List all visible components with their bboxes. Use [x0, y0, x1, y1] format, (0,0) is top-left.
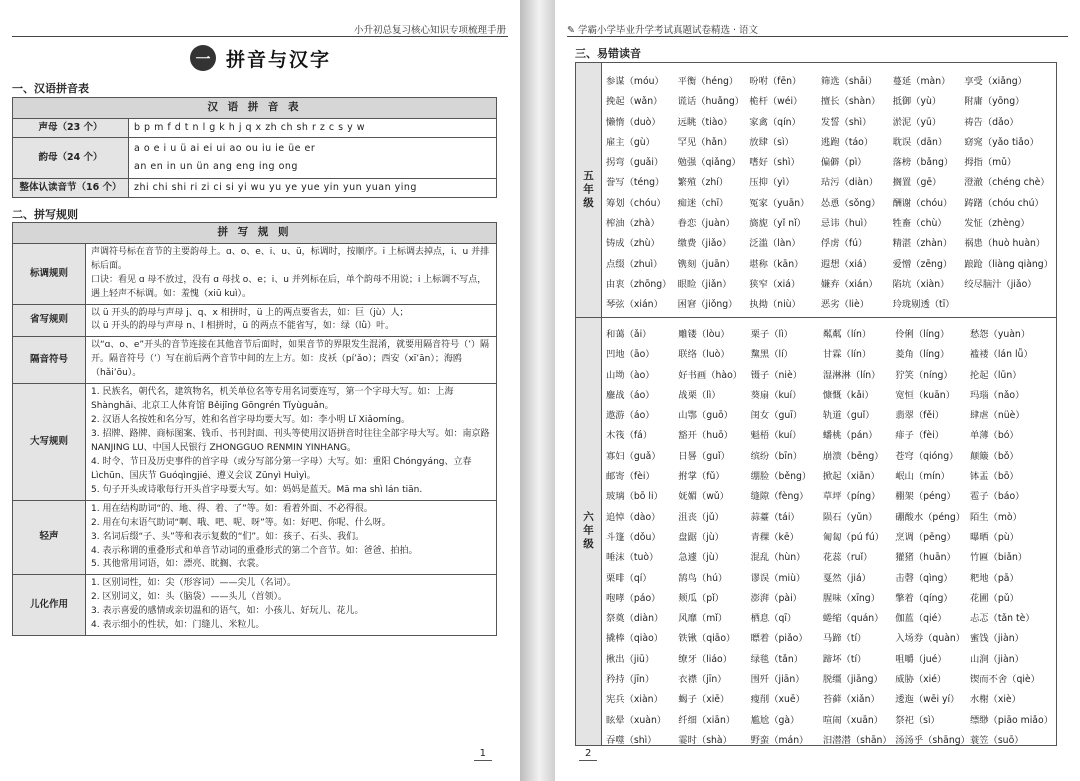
- finals-line-1: a o e i u ü ai ei ui ao ou iu ie üe er: [134, 143, 316, 154]
- word-entry: 栖息（qī）: [750, 613, 797, 625]
- rule-label-tone: 标调规则: [13, 243, 86, 304]
- word-entry: 愁怨（yuàn）: [969, 329, 1031, 340]
- word-entry: 蟠桃（pán）: [822, 430, 878, 442]
- rule-line: 2. 区别词义，如：头（脑袋）——头儿（首领）。: [91, 592, 287, 603]
- word-entry: 玷污（diàn）: [820, 177, 879, 189]
- word-entry: 澄澈（chéng chè）: [964, 177, 1050, 189]
- word-entry: 瘦削（xuē）: [750, 694, 805, 706]
- word-entry: 祸患（huò huàn）: [964, 238, 1046, 250]
- pinyin-table: [12, 97, 497, 198]
- word-entry: 硼酸水（péng）: [895, 511, 966, 523]
- rule-line: 3. 名词后缀“子、头”等和表示复数的“们”。如：孩子、石头、我们。: [91, 531, 365, 542]
- word-entry: 咆哮（páo）: [606, 592, 661, 604]
- word-entry: 棚架（péng）: [895, 491, 956, 503]
- word-entry: 闺女（guī）: [750, 410, 803, 422]
- word-entry: 宽恒（kuān）: [895, 389, 956, 401]
- word-entry: 栗啡（qí）: [606, 572, 652, 584]
- word-entry: 放肆（sì）: [749, 136, 794, 148]
- word-entry: 汤汤乎（shāng）: [895, 734, 970, 746]
- word-entry: 痴迷（chī）: [677, 197, 729, 209]
- word-entry: 缤纷（bīn）: [750, 450, 803, 462]
- word-entry: 抵御（yù）: [892, 96, 942, 108]
- word-entry: 和蔼（ǎi）: [606, 329, 652, 340]
- word-entry: 参谋（móu）: [606, 76, 664, 87]
- word-entry: 急遽（jù）: [678, 552, 724, 564]
- book-gutter: [520, 0, 555, 781]
- section-title-pinyin-table: 一、汉语拼音表: [12, 82, 89, 95]
- word-entry: 蹄坏（tí）: [822, 653, 867, 665]
- word-entry: 绷脸（běng）: [750, 471, 812, 483]
- word-entry: 汨潜潜（shān）: [822, 734, 892, 746]
- word-entry: 缝隙（fèng）: [750, 491, 809, 503]
- word-entry: 淤泥（yū）: [892, 116, 942, 128]
- word-entry: 镊子（niè）: [750, 369, 802, 381]
- rule-line: 2. 用在句末语气助词“啊、哦、吧、呢、呀”等。如：好吧、你呢、什么呀。: [91, 517, 391, 528]
- word-entry: 日晷（guǐ）: [678, 450, 730, 462]
- word-entry: 祷告（dǎo）: [964, 116, 1019, 128]
- word-entry: 单薄（bó）: [969, 430, 1019, 442]
- finals-list: [129, 138, 497, 179]
- word-entry: 轨道（guǐ）: [822, 410, 875, 422]
- word-entry: 咀嚼（jué）: [895, 653, 947, 665]
- finals-line-2: an en in un ün ang eng ing ong: [134, 161, 298, 173]
- word-entry: 岷山（mín）: [895, 471, 950, 483]
- word-entry: 俘虏（fú）: [820, 238, 868, 250]
- word-entry: 恶劣（liè）: [820, 299, 869, 311]
- word-entry: 鏖战（áo）: [606, 389, 655, 401]
- word-entry: 镌刻（juān）: [677, 258, 735, 270]
- word-entry: 发誓（shì）: [820, 116, 872, 128]
- word-entry: 逃跑（táo）: [820, 136, 874, 148]
- grade6-label: 六年级: [582, 511, 594, 552]
- word-entry: 窈窕（yǎo tiǎo）: [964, 136, 1039, 148]
- initials-list: b p m f d t n l g k h j q x zh ch sh r z c s y w: [129, 118, 497, 137]
- word-entry: 矜持（jīn）: [606, 674, 655, 686]
- table-row: [13, 575, 497, 636]
- table-row: [13, 243, 497, 304]
- word-entry: 踌躇（chóu chú）: [964, 197, 1044, 209]
- word-entry: 压抑（yì）: [749, 177, 795, 189]
- rule-content-capitalization: [86, 384, 497, 501]
- word-entry: 懒惰（duò）: [606, 116, 661, 128]
- word-entry: 铸成（zhù）: [606, 238, 660, 250]
- running-head-right-text: 学霸小学毕业升学考试真题试卷精选 · 语文: [577, 25, 759, 36]
- word-entry: 眩晕（xuàn）: [606, 714, 667, 726]
- word-entry: 击磬（qìng）: [895, 572, 953, 584]
- word-entry: 揪出（jiū）: [606, 653, 655, 665]
- left-page: [0, 0, 520, 781]
- word-entry: 擎着（qíng）: [895, 592, 953, 604]
- rule-content-omission: [86, 304, 497, 337]
- word-entry: 嫌弃（xián）: [820, 278, 878, 290]
- grade5-label-cell: [576, 63, 602, 317]
- word-entry: 雇主（gù）: [606, 136, 655, 148]
- word-entry: 掀起（xiān）: [822, 471, 880, 483]
- word-entry: 玲珑剔透（tī）: [892, 299, 955, 311]
- word-entry: 泛滥（làn）: [749, 238, 801, 250]
- grade5-word-grid: [606, 72, 1053, 316]
- word-entry: 吩咐（fēn）: [749, 76, 802, 87]
- word-entry: 雕镂（lòu）: [678, 329, 730, 340]
- chapter-title: 拼音与汉字: [226, 48, 332, 71]
- word-entry: 寡妇（guǎ）: [606, 450, 661, 462]
- word-entry: 水榭（xiè）: [969, 694, 1021, 706]
- word-entry: 缥缈（piāo miǎo）: [969, 714, 1053, 726]
- word-entry: 翡翠（fěi）: [895, 410, 944, 422]
- word-entry: 马蹄（tí）: [822, 633, 867, 645]
- word-entry: 唾沫（tuò）: [606, 552, 659, 564]
- word-entry: 缭牙（liáo）: [678, 653, 733, 665]
- word-entry: 凹地（āo）: [606, 349, 655, 361]
- word-entry: 勉强（qiǎng）: [677, 157, 741, 169]
- rule-content-erhua: [86, 575, 497, 636]
- word-entry: 忌讳（huì）: [820, 218, 873, 230]
- word-entry: 蝎子（xiē）: [678, 694, 730, 706]
- word-entry: 盘踞（jù）: [678, 531, 724, 543]
- page-number-left: 1: [474, 748, 492, 761]
- word-entry: 伽蓝（qié）: [895, 613, 947, 625]
- word-entry: 耽误（dān）: [892, 136, 948, 148]
- word-entry: 曝晒（pù）: [969, 531, 1019, 543]
- whole-syllables-list: zhi chi shi ri zi ci si yi wu yu ye yue yin yun yuan ying: [129, 179, 497, 198]
- word-entry: 联络（luò）: [678, 349, 730, 361]
- word-entry: 繁殖（zhí）: [677, 177, 729, 189]
- word-entry: 誊写（téng）: [606, 177, 665, 189]
- word-entry: 玻璃（bō li）: [606, 491, 663, 503]
- table-row: [13, 384, 497, 501]
- rule-line: 4. 时令、节日及历史事件的首字母（或分写部分第一字母）大写。如：重阳 Chóngyáng、立春 Lìchūn、国庆节 Guóqìngjié、遵义会议 Zūnyì Huìyì。: [91, 456, 472, 481]
- word-entry: 精湛（zhàn）: [892, 238, 953, 250]
- word-entry: 青稞（kē）: [750, 531, 799, 543]
- word-entry: 慷慨（kǎi）: [822, 389, 874, 401]
- word-entry: 发怔（zhèng）: [964, 218, 1030, 230]
- word-entry: 妩媚（wǔ）: [678, 491, 729, 503]
- word-entry: 衣襟（jīn）: [678, 674, 727, 686]
- word-entry: 山鄂（guō）: [678, 410, 733, 422]
- rule-line: 2. 汉语人名按姓和名分写，姓和名首字母均要大写。如：李小明 Lǐ Xiǎomíng。: [91, 415, 411, 426]
- word-entry: 山涧（jiàn）: [969, 653, 1024, 665]
- word-entry: 筛选（shāi）: [820, 76, 878, 87]
- word-entry: 谬误（miù）: [750, 572, 806, 584]
- pinyin-table-caption: 汉 语 拼 音 表: [13, 98, 497, 119]
- word-entry: 追悼（dào）: [606, 511, 661, 523]
- word-entry: 踉跄（liàng qiàng）: [964, 258, 1053, 270]
- right-page: [555, 0, 1080, 781]
- rule-label-capitalization: 大写规则: [13, 384, 86, 501]
- word-entry: 酬谢（chóu）: [892, 197, 953, 209]
- word-entry: 褴褛（lán lǚ）: [969, 349, 1033, 361]
- word-entry: 葵扇（kuí）: [750, 389, 802, 401]
- word-entry: 威胁（xié）: [895, 674, 947, 686]
- rule-line: 1. 区别词性，如：尖（形容词）——尖儿（名词）。: [91, 578, 296, 589]
- rule-label-erhua: 儿化作用: [13, 575, 86, 636]
- word-entry: 遨游（áo）: [606, 410, 655, 422]
- rule-line: 以 ü 开头的韵母与声母 j、q、x 相拼时，ü 上的两点要省去，如：巨（jù）人；: [91, 307, 409, 318]
- row-label-initials: 声母（23 个）: [13, 118, 129, 137]
- rule-line: 4. 表示称谓的重叠形式和单音节动词的重叠形式的第二个音节。如：爸爸、拍拍。: [91, 545, 418, 556]
- section-title-misread: 三、易错读音: [575, 47, 641, 60]
- word-entry: 执拗（niù）: [749, 299, 801, 311]
- word-entry: 吞噬（shì）: [606, 734, 657, 746]
- word-entry: 脱缰（jiāng）: [822, 674, 883, 686]
- word-entry: 擅长（shàn）: [820, 96, 881, 108]
- rule-line: 3. 招牌、路牌、商标图案、钱币、书刊封面、刊头等使用汉语拼音时往往全部字母大写。如：南京路 NANJING LU、中国人民银行 ZHONGGUO RENMIN YINHANG。: [91, 429, 490, 453]
- word-entry: 挽起（wǎn）: [606, 96, 663, 108]
- word-entry: 腥味（xīng）: [822, 592, 880, 604]
- rule-line: 5. 句子开头或诗歌每行开头首字母要大写。如：妈妈是蓝天。Mā ma shì lán tiān.: [91, 484, 423, 495]
- word-entry: 撬棒（qiào）: [606, 633, 664, 645]
- word-entry: 榨油（zhà）: [606, 218, 660, 230]
- word-entry: 崩溃（bēng）: [822, 450, 884, 462]
- word-entry: 霎时（shà）: [678, 734, 732, 746]
- word-entry: 蔓延（màn）: [892, 76, 951, 87]
- grade6-word-grid: [606, 325, 1053, 751]
- word-entry: 混乱（hùn）: [750, 552, 806, 564]
- word-entry: 绞尽脑汁（jiǎo）: [964, 278, 1037, 290]
- header-rule: [12, 36, 508, 37]
- word-entry: 匍匐（pú fú）: [822, 531, 885, 543]
- word-entry: 冤家（yuān）: [749, 197, 810, 209]
- word-entry: 风靡（mǐ）: [678, 613, 728, 625]
- word-entry: 豁开（huō）: [678, 430, 733, 442]
- word-entry: 黧黑（lí）: [750, 349, 793, 361]
- word-entry: 绿毯（tǎn）: [750, 653, 804, 665]
- word-entry: 远眺（tiào）: [677, 116, 733, 128]
- grade6-label-cell: [576, 318, 602, 745]
- word-entry: 偏僻（pì）: [820, 157, 867, 169]
- word-entry: 瞟着（piǎo）: [750, 633, 808, 645]
- word-entry: 遐想（xiá）: [820, 258, 872, 270]
- word-entry: 嗜好（shì）: [749, 157, 800, 169]
- rule-line: 1. 民族名，朝代名，建筑物名，机关单位名等专用名词要连写，第一个字母大写。如：上海 Shànghǎi、北京工人体育馆 Běijīng Gōngrén Tǐyùguǎn。: [91, 387, 454, 412]
- word-entry: 栗子（lì）: [750, 329, 793, 340]
- word-entry: 由衷（zhōng）: [606, 278, 672, 290]
- rule-line: 以“ɑ、o、e”开头的音节连接在其他音节后面时，如果音节的界限发生混淆，就要用隔音符号（’）隔开。隔音符号（’）写在前后两个音节中间的左上方。如：皮袄（pí’ǎo）；西安（xī’ān）；海鸥（hǎi’ōu）。: [91, 340, 489, 379]
- word-entry: [964, 295, 1053, 315]
- word-entry: 蜜饯（jiàn）: [969, 633, 1024, 645]
- running-head-left: 小升初总复习核心知识专项梳理手册: [353, 25, 506, 36]
- word-entry: 拊掌（fǔ）: [678, 471, 725, 483]
- table-row: [13, 118, 497, 137]
- word-entry: 痱子（fèi）: [895, 430, 944, 442]
- rule-line: 口诀：看见 ɑ 母不放过，没有 ɑ 母找 o、e；i、u 并列标在后，单个韵母不用说；i 上标调不写点，遇上轻声不标调。如：羞愧（xiū kuì）。: [91, 274, 487, 299]
- rule-line: 3. 表示喜爱的感情或亲切温和的语气，如：小孩儿、好玩儿、花儿。: [91, 606, 364, 617]
- word-entry: 狞笑（níng）: [895, 369, 953, 381]
- word-entry: 甘霖（lín）: [822, 349, 872, 361]
- word-entry: 苔藓（xiǎn）: [822, 694, 880, 706]
- table-row: [13, 500, 497, 575]
- word-entry: 罕见（hǎn）: [677, 136, 733, 148]
- word-entry: 缴费（jiǎo）: [677, 238, 732, 250]
- word-entry: 尴尬（gà）: [750, 714, 800, 726]
- word-entry: 澎湃（pài）: [750, 592, 802, 604]
- word-entry: 谎话（huǎng）: [677, 96, 745, 108]
- word-entry: 怂恿（sǒng）: [820, 197, 881, 209]
- word-entry: 粼粼（lín）: [822, 329, 872, 340]
- word-entry: 拐弯（guǎi）: [606, 157, 664, 169]
- table-row: [13, 304, 497, 337]
- word-entry: 宪兵（xiàn）: [606, 694, 663, 706]
- rule-line: 以 ü 开头的韵母与声母 n、l 相拼时，ü 的两点不能省写，如：绿（lǜ）叶。: [91, 321, 395, 332]
- rule-content-apostrophe: [86, 337, 497, 384]
- word-entry: 陨石（yǔn）: [822, 511, 878, 523]
- word-entry: 魁梧（kuí）: [750, 430, 802, 442]
- word-entry: 竹匾（biǎn）: [969, 552, 1028, 564]
- word-entry: 钵盂（bō）: [969, 471, 1019, 483]
- table-row: [13, 179, 497, 198]
- page-number-right: 2: [579, 748, 597, 761]
- word-entry: 蜷缩（quán）: [822, 613, 884, 625]
- running-head-right: ✎ 学霸小学毕业升学考试真题试卷精选 · 语文: [567, 25, 759, 36]
- word-entry: 桅杆（wéi）: [749, 96, 803, 108]
- word-entry: 享受（xiǎng）: [964, 76, 1027, 87]
- word-entry: 搁置（gē）: [892, 177, 942, 189]
- word-entry: 陷坑（xiàn）: [892, 278, 950, 290]
- chapter-number-badge: 一: [190, 45, 216, 71]
- word-entry: 围歼（jiān）: [750, 674, 805, 686]
- grade-separator: [576, 317, 1056, 318]
- word-entry: 狭窄（xiá）: [749, 278, 801, 290]
- word-entry: 菱角（líng）: [895, 349, 950, 361]
- word-entry: 堪称（kān）: [749, 258, 804, 270]
- word-entry: 獾猪（huān）: [895, 552, 956, 564]
- word-entry: 点缀（zhuì）: [606, 258, 663, 270]
- word-entry: 山坳（ào）: [606, 369, 655, 381]
- word-entry: 花蕊（ruǐ）: [822, 552, 873, 564]
- word-entry: 家禽（qín）: [749, 116, 801, 128]
- word-entry: 喧闹（xuān）: [822, 714, 884, 726]
- word-entry: 附庸（yōng）: [964, 96, 1025, 108]
- word-entry: 困窘（jiǒng）: [677, 299, 738, 311]
- word-entry: 伶俐（líng）: [895, 329, 950, 340]
- word-entry: 蒜薹（tái）: [750, 511, 800, 523]
- rule-line: 声调符号标在音节的主要韵母上。ɑ、o、e、i、u、ü，标调时，按顺序。i 上标调去掉点，i、u 并排标后面。: [91, 246, 490, 271]
- word-entry: 锲而不舍（qiè）: [969, 674, 1040, 686]
- rule-label-apostrophe: 隔音符号: [13, 337, 86, 384]
- word-entry: 旖旎（yǐ nǐ）: [749, 218, 806, 230]
- word-entry: 祭奠（diàn）: [606, 613, 664, 625]
- spelling-rules-table: [12, 222, 497, 636]
- word-entry: 野蛮（mán）: [750, 734, 809, 746]
- word-entry: 落榜（bǎng）: [892, 157, 954, 169]
- word-entry: 花圃（pǔ）: [969, 592, 1019, 604]
- word-entry: 陌生（mò）: [969, 511, 1022, 523]
- word-entry: 邮寄（fèi）: [606, 471, 655, 483]
- word-entry: 平衡（héng）: [677, 76, 739, 87]
- word-entry: 拇指（mǔ）: [964, 157, 1017, 169]
- word-entry: 颊瓜（pǐ）: [678, 592, 724, 604]
- word-entry: 逶迤（wēi yí）: [895, 694, 960, 706]
- word-entry: 筹划（chóu）: [606, 197, 666, 209]
- word-entry: 玛瑙（nǎo）: [969, 389, 1025, 401]
- rule-line: 4. 表示细小的性状，如：门缝儿、米粒儿。: [91, 620, 265, 631]
- table-row: [13, 337, 497, 384]
- word-entry: 雹子（báo）: [969, 491, 1025, 503]
- grade5-label: 五年级: [582, 169, 594, 211]
- word-entry: 牲畜（chù）: [892, 218, 947, 230]
- rule-line: 1. 用在结构助词“的、地、得、着、了”等。如：看着外面、不必得很。: [91, 503, 373, 514]
- rule-line: 5. 其他常用词语，如：漂亮、眈搁、衣裳。: [91, 559, 265, 570]
- word-entry: 抡起（lūn）: [969, 369, 1022, 381]
- rule-label-neutral-tone: 轻声: [13, 500, 86, 575]
- word-entry: 烹调（pēng）: [895, 531, 956, 543]
- word-entry: 木筏（fá）: [606, 430, 653, 442]
- chapter-heading: [190, 44, 331, 72]
- rule-label-omission: 省写规则: [13, 304, 86, 337]
- word-entry: 祭祀（sì）: [895, 714, 940, 726]
- word-entry: 琴弦（xián）: [606, 299, 663, 311]
- word-entry: 沮丧（jǔ）: [678, 511, 724, 523]
- rules-table-caption: 拼 写 规 则: [13, 223, 497, 244]
- word-entry: 忐忑（tǎn tè）: [969, 613, 1035, 625]
- word-entry: 好书画（hào）: [678, 369, 743, 381]
- rule-content-tone: [86, 243, 497, 304]
- word-entry: 鹄鸟（hú）: [678, 572, 728, 584]
- word-entry: 纤细（xiān）: [678, 714, 736, 726]
- word-entry: 眷恋（juàn）: [677, 218, 735, 230]
- word-entry: 爱憎（zēng）: [892, 258, 953, 270]
- word-entry: 战栗（lì）: [678, 389, 721, 401]
- word-entry: 铁锹（qiāo）: [678, 633, 736, 645]
- word-entry: 眼睑（jiǎn）: [677, 278, 732, 290]
- word-entry: 入场券（quàn）: [895, 633, 966, 645]
- word-entry: 粑地（pā）: [969, 572, 1019, 584]
- word-entry: 蓑笠（suō）: [969, 734, 1024, 746]
- word-entry: 湿淋淋（lín）: [822, 369, 881, 381]
- section-title-spelling-rules: 二、拼写规则: [12, 208, 78, 221]
- word-entry: 斗篷（dǒu）: [606, 531, 661, 543]
- misread-words-table: [575, 62, 1057, 746]
- row-label-whole-syllables: 整体认读音节（16 个）: [13, 179, 129, 198]
- row-label-finals: 韵母（24 个）: [13, 138, 129, 179]
- word-entry: 颠簸（bǒ）: [969, 450, 1019, 462]
- word-entry: 苍穹（qióng）: [895, 450, 959, 462]
- header-rule: [567, 36, 1068, 37]
- word-entry: 草坪（píng）: [822, 491, 881, 503]
- table-row: [13, 138, 497, 179]
- rule-content-neutral-tone: [86, 500, 497, 575]
- word-entry: 肆虐（nüè）: [969, 410, 1025, 422]
- word-entry: 戛然（jiá）: [822, 572, 871, 584]
